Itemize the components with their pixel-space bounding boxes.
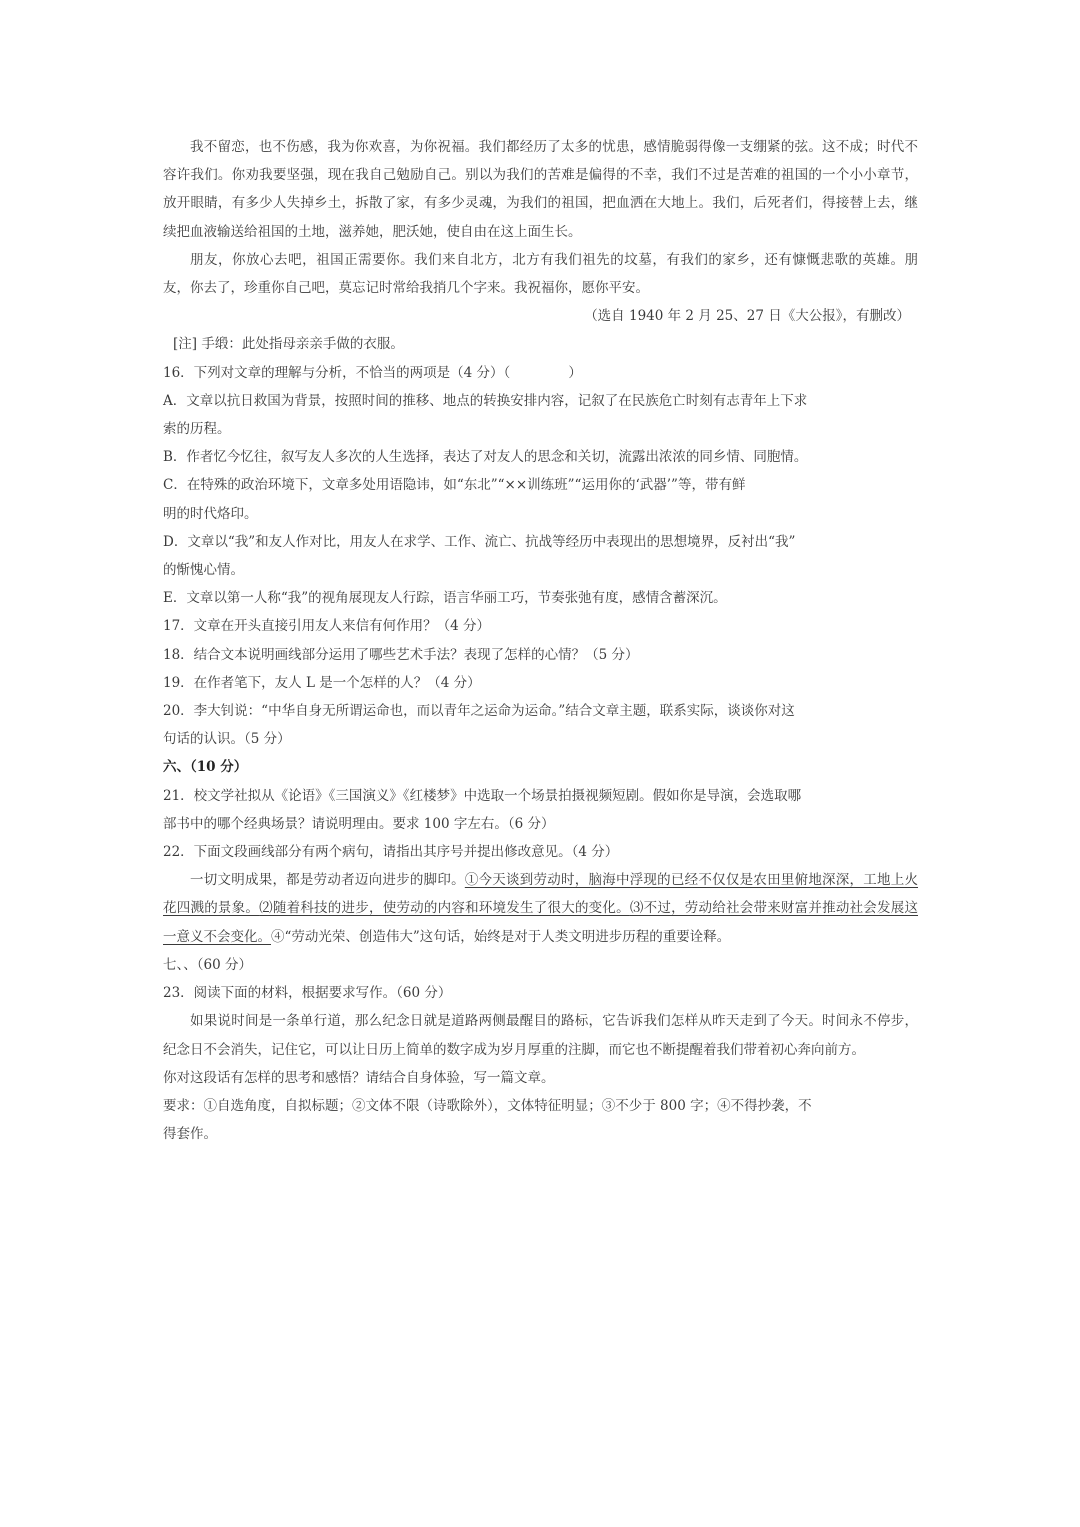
option-c-line-1: C．在特殊的政治环境下，文章多处用语隐讳，如“东北”“××训练班”“运用你的‘武器’”等，带有鲜 bbox=[163, 477, 746, 494]
exam-content bbox=[163, 133, 918, 1148]
section-6-heading: 六、（10 分） bbox=[163, 759, 248, 776]
writing-requirements-line-2: 得套作。 bbox=[163, 1126, 217, 1143]
writing-requirements-line-1: 要求：①自选角度，自拟标题；②文体不限（诗歌除外），文体特征明显；③不少于 800 字；④不得抄袭，不 bbox=[163, 1097, 812, 1114]
question-18: 18．结合文本说明画线部分运用了哪些艺术手法？表现了怎样的心情？（5 分） bbox=[163, 646, 639, 663]
sentence-intro: 一切文明成果，都是劳动者迈向进步的脚印。 bbox=[190, 872, 465, 889]
sentence-2: ⑵随着科技的进步，使劳动的内容和环境发生了很大的变化。 bbox=[259, 900, 630, 917]
question-19: 19．在作者笔下，友人 L 是一个怎样的人？（4 分） bbox=[163, 674, 481, 691]
question-16 bbox=[163, 359, 918, 387]
question-22: 22．下面文段画线部分有两个病句，请指出其序号并提出修改意见。（4 分） bbox=[163, 844, 619, 861]
question-16-text: 16．下列对文章的理解与分析，不恰当的两项是（4 分）（ bbox=[163, 364, 511, 381]
option-c-line-2: 明的时代烙印。 bbox=[163, 505, 258, 522]
question-20-line-1: 20．李大钊说：“中华自身无所谓运命也，而以青年之运命为运命。”结合文章主题，联系实际，谈谈你对这 bbox=[163, 703, 795, 720]
option-d-line-1: D．文章以“我”和友人作对比，用友人在求学、工作、流亡、抗战等经历中表现出的思想境界，反衬出“我” bbox=[163, 533, 796, 550]
option-a-line-2: 索的历程。 bbox=[163, 421, 231, 438]
passage-note: [注] 手缎：此处指母亲亲手做的衣服。 bbox=[173, 336, 404, 353]
sentence-1: ①今天谈到劳动时，脑海中浮现的已经不仅仅是农田里俯地深深，工地上火花四溅的景象。 bbox=[163, 872, 919, 917]
sentence-passage bbox=[163, 866, 918, 951]
section-7-heading: 七、、（60 分） bbox=[163, 956, 252, 973]
passage-paragraph-2: 朋友，你放心去吧，祖国正需要你。我们来自北方，北方有我们祖先的坟墓，有我们的家乡，还有慷慨悲歌的英雄。朋友，你去了，珍重你自己吧，莫忘记时常给我捎几个字来。我祝福你，愿你平安。 bbox=[163, 251, 918, 297]
sentence-3: ⑶不过，劳动给社会带来财富并推动社会发展这一意义不会变化。 bbox=[163, 900, 919, 945]
writing-material: 如果说时间是一条单行道，那么纪念日就是道路两侧最醒目的路标，它告诉我们怎样从昨天走到了今天。时间永不停步，纪念日不会消失，记住它，可以让日历上简单的数字成为岁月厚重的注脚，而它也不断提醒着我们带着初心奔向前方。 bbox=[163, 1013, 918, 1058]
option-a-line-1: A．文章以抗日救国为背景，按照时间的推移、地点的转换安排内容，记叙了在民族危亡时刻有志青年上下求 bbox=[163, 392, 808, 409]
question-16-close: ） bbox=[568, 364, 582, 381]
passage-source: （选自 1940 年 2 月 25、27 日《大公报》，有删改） bbox=[584, 308, 910, 325]
writing-prompt: 你对这段话有怎样的思考和感悟？请结合自身体验，写一篇文章。 bbox=[163, 1069, 555, 1086]
question-23: 23．阅读下面的材料，根据要求写作。（60 分） bbox=[163, 985, 452, 1002]
question-21-line-1: 21．校文学社拟从《论语》《三国演义》《红楼梦》中选取一个场景拍摄视频短剧。假如你是导演，会选取哪 bbox=[163, 787, 802, 804]
sentence-4: ④“劳动光荣、创造伟大”这句话，始终是对于人类文明进步历程的重要诠释。 bbox=[271, 928, 731, 945]
question-17: 17．文章在开头直接引用友人来信有何作用？（4 分） bbox=[163, 618, 491, 635]
option-b: B．作者忆今忆往，叙写友人多次的人生选择，表达了对友人的思念和关切，流露出浓浓的同乡情、同胞情。 bbox=[163, 449, 808, 466]
question-20-line-2: 句话的认识。（5 分） bbox=[163, 731, 291, 748]
passage-paragraph-1: 我不留恋，也不伤感，我为你欢喜，为你祝福。我们都经历了太多的忧患，感情脆弱得像一支绷紧的弦。这不成；时代不容许我们。你劝我要坚强，现在我自己勉励自己。别以为我们的苦难是偏得的不幸，我们不过是苦难的祖国的一个小小章节，放开眼睛，有多少人失掉乡土，拆散了家，有多少灵魂，为我们的祖国，把血洒在大地上。我们，后死者们，得接替上去，继续把血液输送给祖国的土地，滋养她，肥沃她，使自由在这上面生长。 bbox=[163, 139, 918, 240]
question-21-line-2: 部书中的哪个经典场景？请说明理由。要求 100 字左右。（6 分） bbox=[163, 815, 555, 832]
option-e: E．文章以第一人称“我”的视角展现友人行踪，语言华丽工巧，节奏张弛有度，感情含蓄深沉。 bbox=[163, 590, 727, 607]
option-d-line-2: 的惭愧心情。 bbox=[163, 562, 244, 579]
